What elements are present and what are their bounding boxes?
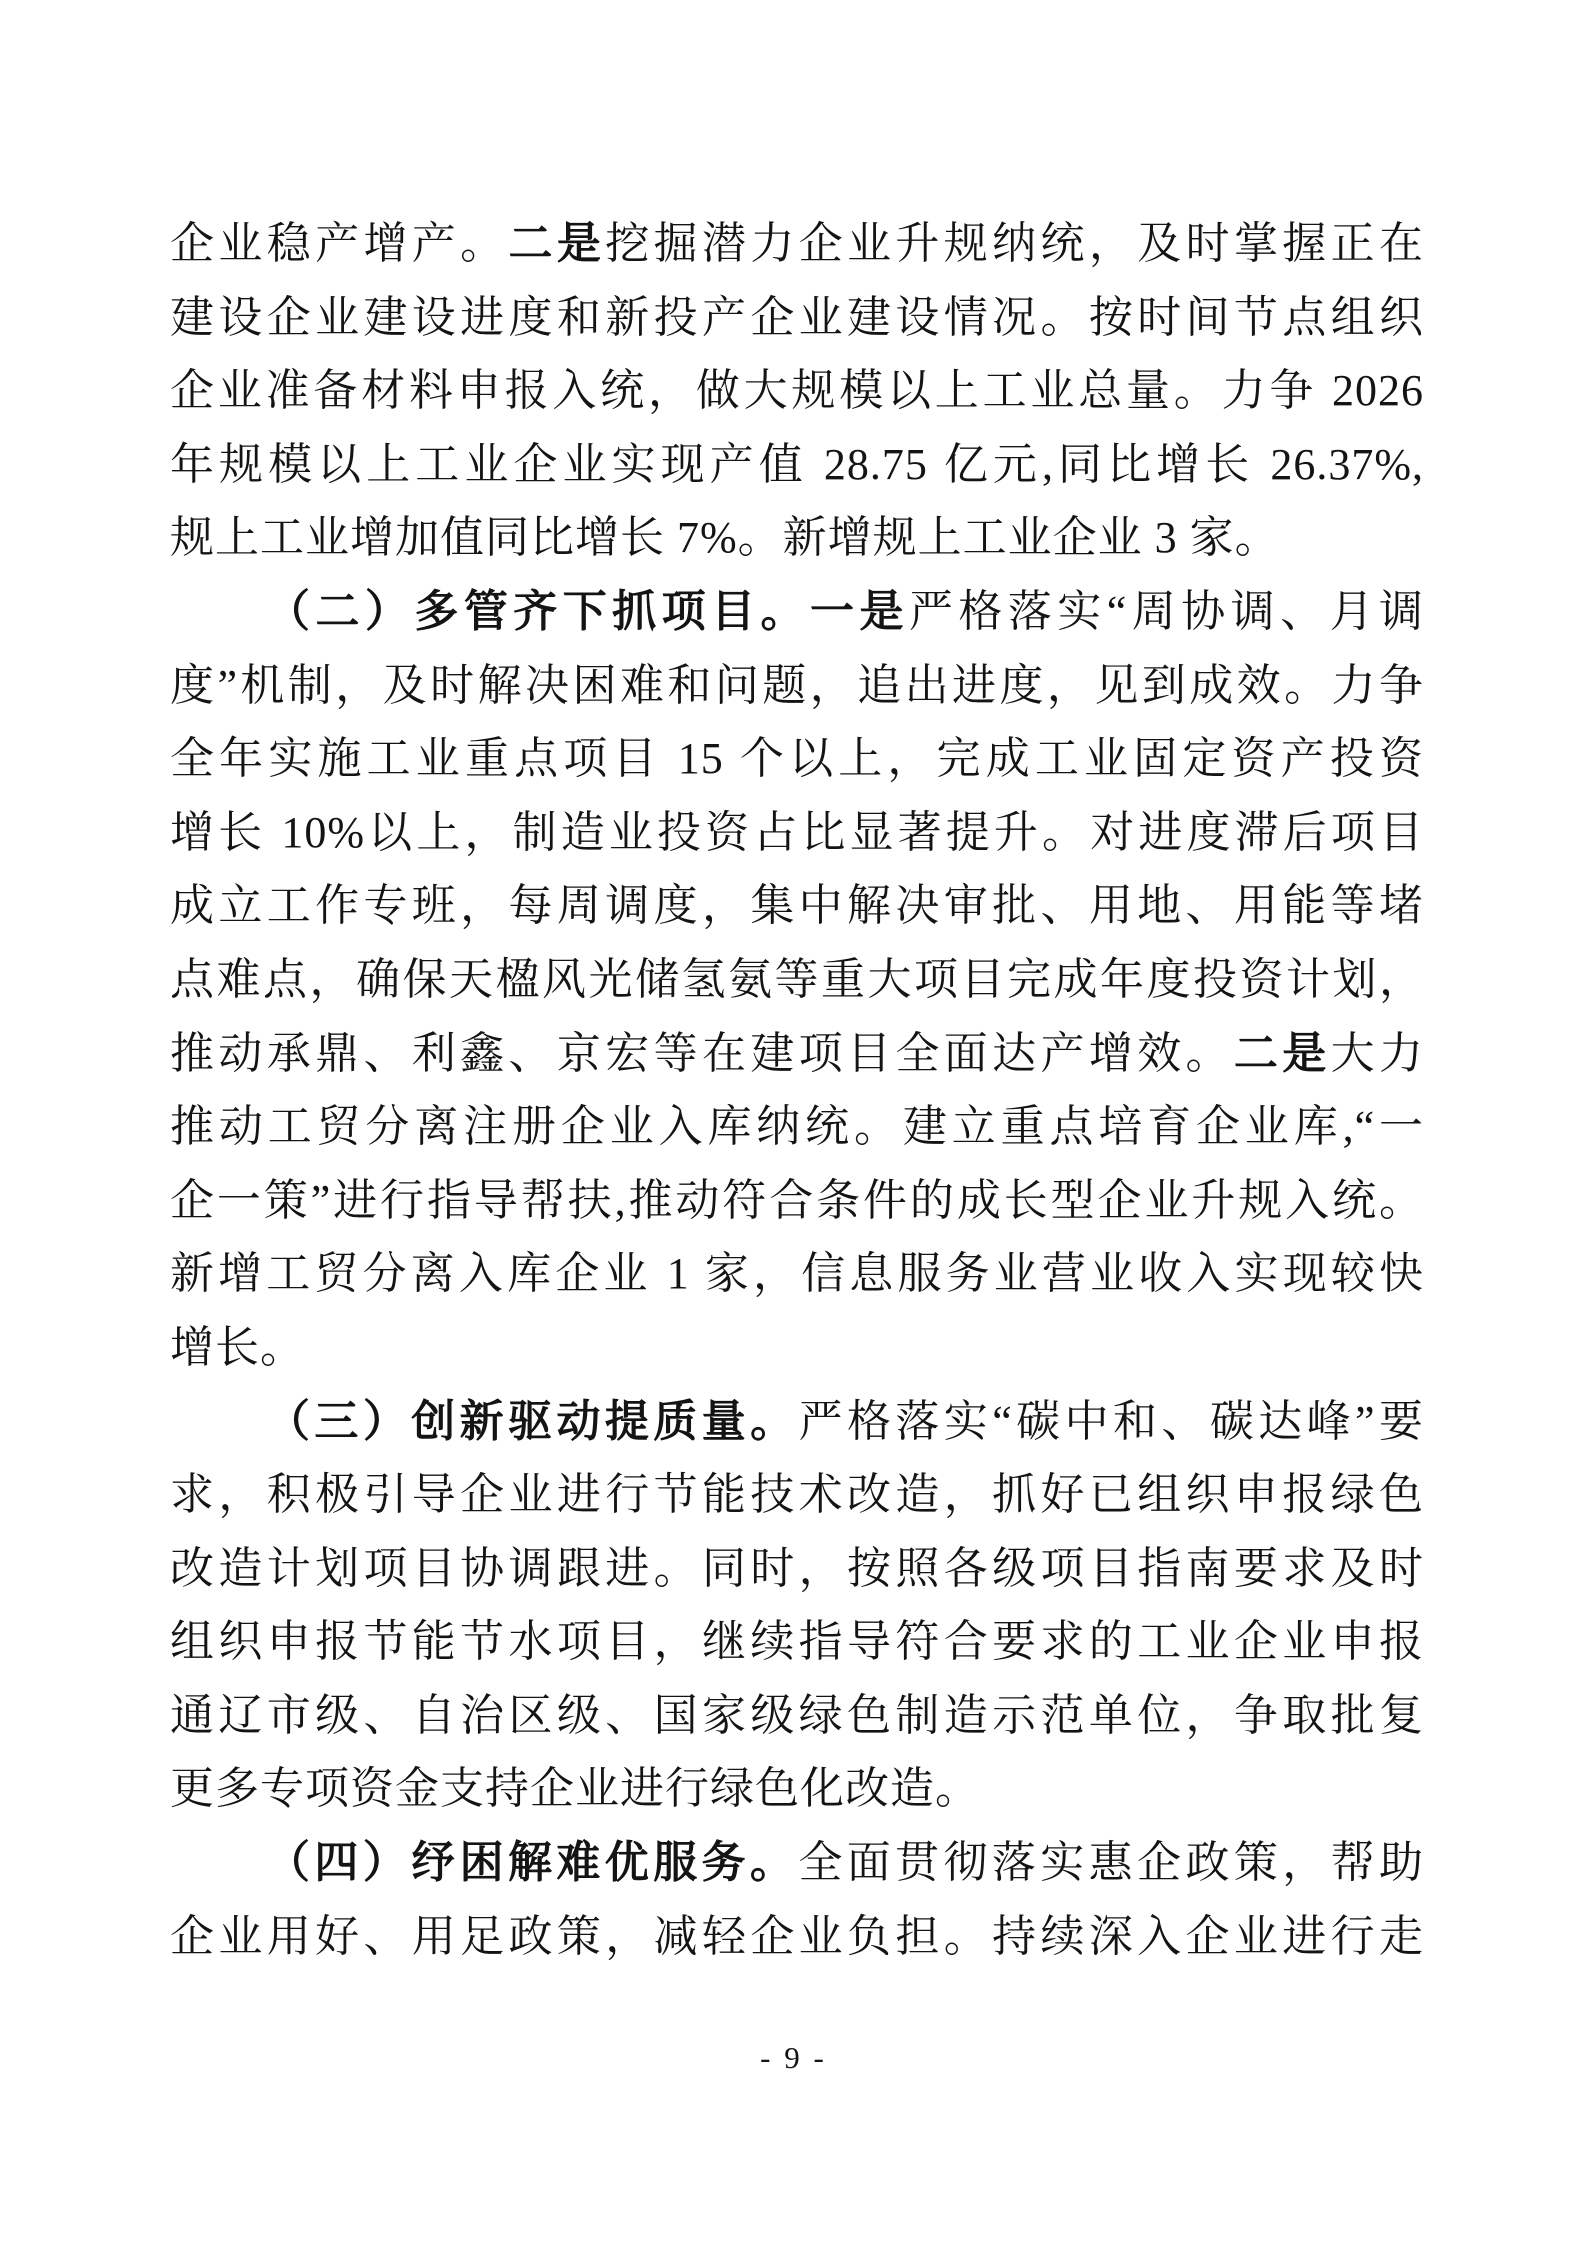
text-run: 规上工业增加值同比增长 7%。新增规上工业企业 3 家。 [170,513,1280,563]
text-line [170,1900,1424,1974]
text-run: 新增工贸分离入库企业 1 家，信息服务业营业收入实现较快 [170,1249,1424,1299]
text-line [170,869,1424,943]
text-line [170,354,1424,428]
text-run: 企业稳产增产。 [170,219,509,268]
text-run: 挖掘潜力企业升规纳统，及时掌握正在 [605,219,1424,268]
text-run: 企一策”进行指导帮扶,推动符合条件的成长型企业升规入统。 [170,1175,1424,1225]
text-line [170,428,1424,502]
text-run: 年规模以上工业企业实现产值 28.75 亿元,同比增长 26.37%, [170,439,1424,489]
text-line [170,575,1424,649]
document-body [170,207,1424,1973]
text-run: 严格落实“周协调、月调 [908,586,1424,636]
bold-run: （四）纾困解难优服务。 [266,1838,799,1888]
text-run: 点难点，确保天楹风光储氢氨等重大项目完成年度投资计划， [170,954,1424,1004]
text-run: 求，积极引导企业进行节能技术改造，抓好已组织申报绿色 [170,1470,1424,1520]
text-line [170,1752,1424,1826]
text-run: 推动承鼎、利鑫、京宏等在建项目全面达产增效。 [170,1028,1234,1078]
text-line [170,1237,1424,1311]
text-line [170,281,1424,355]
text-run: 大力 [1330,1028,1424,1078]
bold-run: （二）多管齐下抓项目。 [266,586,811,636]
text-line [170,207,1424,281]
text-line [170,1605,1424,1679]
text-line [170,1532,1424,1606]
text-run: 推动工贸分离注册企业入库纳统。建立重点培育企业库,“一 [170,1102,1424,1152]
text-line [170,1385,1424,1459]
text-run: 严格落实“碳中和、碳达峰”要 [798,1396,1424,1446]
bold-run: 二是 [508,219,606,268]
text-line [170,649,1424,723]
text-line [170,1826,1424,1900]
text-line [170,1090,1424,1164]
text-line [170,943,1424,1017]
text-line [170,1017,1424,1091]
bold-run: 二是 [1233,1028,1331,1078]
bold-run: （三）创新驱动提质量。 [266,1396,799,1446]
text-line [170,1458,1424,1532]
text-line [170,1311,1424,1385]
text-run: 改造计划项目协调跟进。同时，按照各级项目指南要求及时 [170,1543,1424,1593]
text-run: 企业准备材料申报入统，做大规模以上工业总量。力争 2026 [170,366,1424,416]
text-run: 增长。 [170,1322,305,1372]
text-line [170,796,1424,870]
text-line [170,1164,1424,1238]
text-line [170,722,1424,796]
page-number: - 9 - [760,2040,827,2075]
text-line [170,1679,1424,1753]
text-run: 全面贯彻落实惠企政策，帮助 [798,1838,1424,1888]
text-line [170,501,1424,575]
text-run: 全年实施工业重点项目 15 个以上，完成工业固定资产投资 [170,734,1424,784]
text-run: 建设企业建设进度和新投产企业建设情况。按时间节点组织 [170,292,1424,342]
text-run: 通辽市级、自治区级、国家级绿色制造示范单位，争取批复 [170,1690,1424,1740]
text-run: 增长 10%以上，制造业投资占比显著提升。对进度滞后项目 [170,807,1424,857]
text-run: 度”机制，及时解决困难和问题，追出进度，见到成效。力争 [170,660,1424,710]
text-run: 更多专项资金支持企业进行绿色化改造。 [170,1764,980,1814]
text-run: 组织申报节能节水项目，继续指导符合要求的工业企业申报 [170,1617,1424,1667]
text-run: 成立工作专班，每周调度，集中解决审批、用地、用能等堵 [170,881,1424,931]
bold-run: 一是 [810,586,909,636]
text-run: 企业用好、用足政策，减轻企业负担。持续深入企业进行走 [170,1911,1424,1961]
